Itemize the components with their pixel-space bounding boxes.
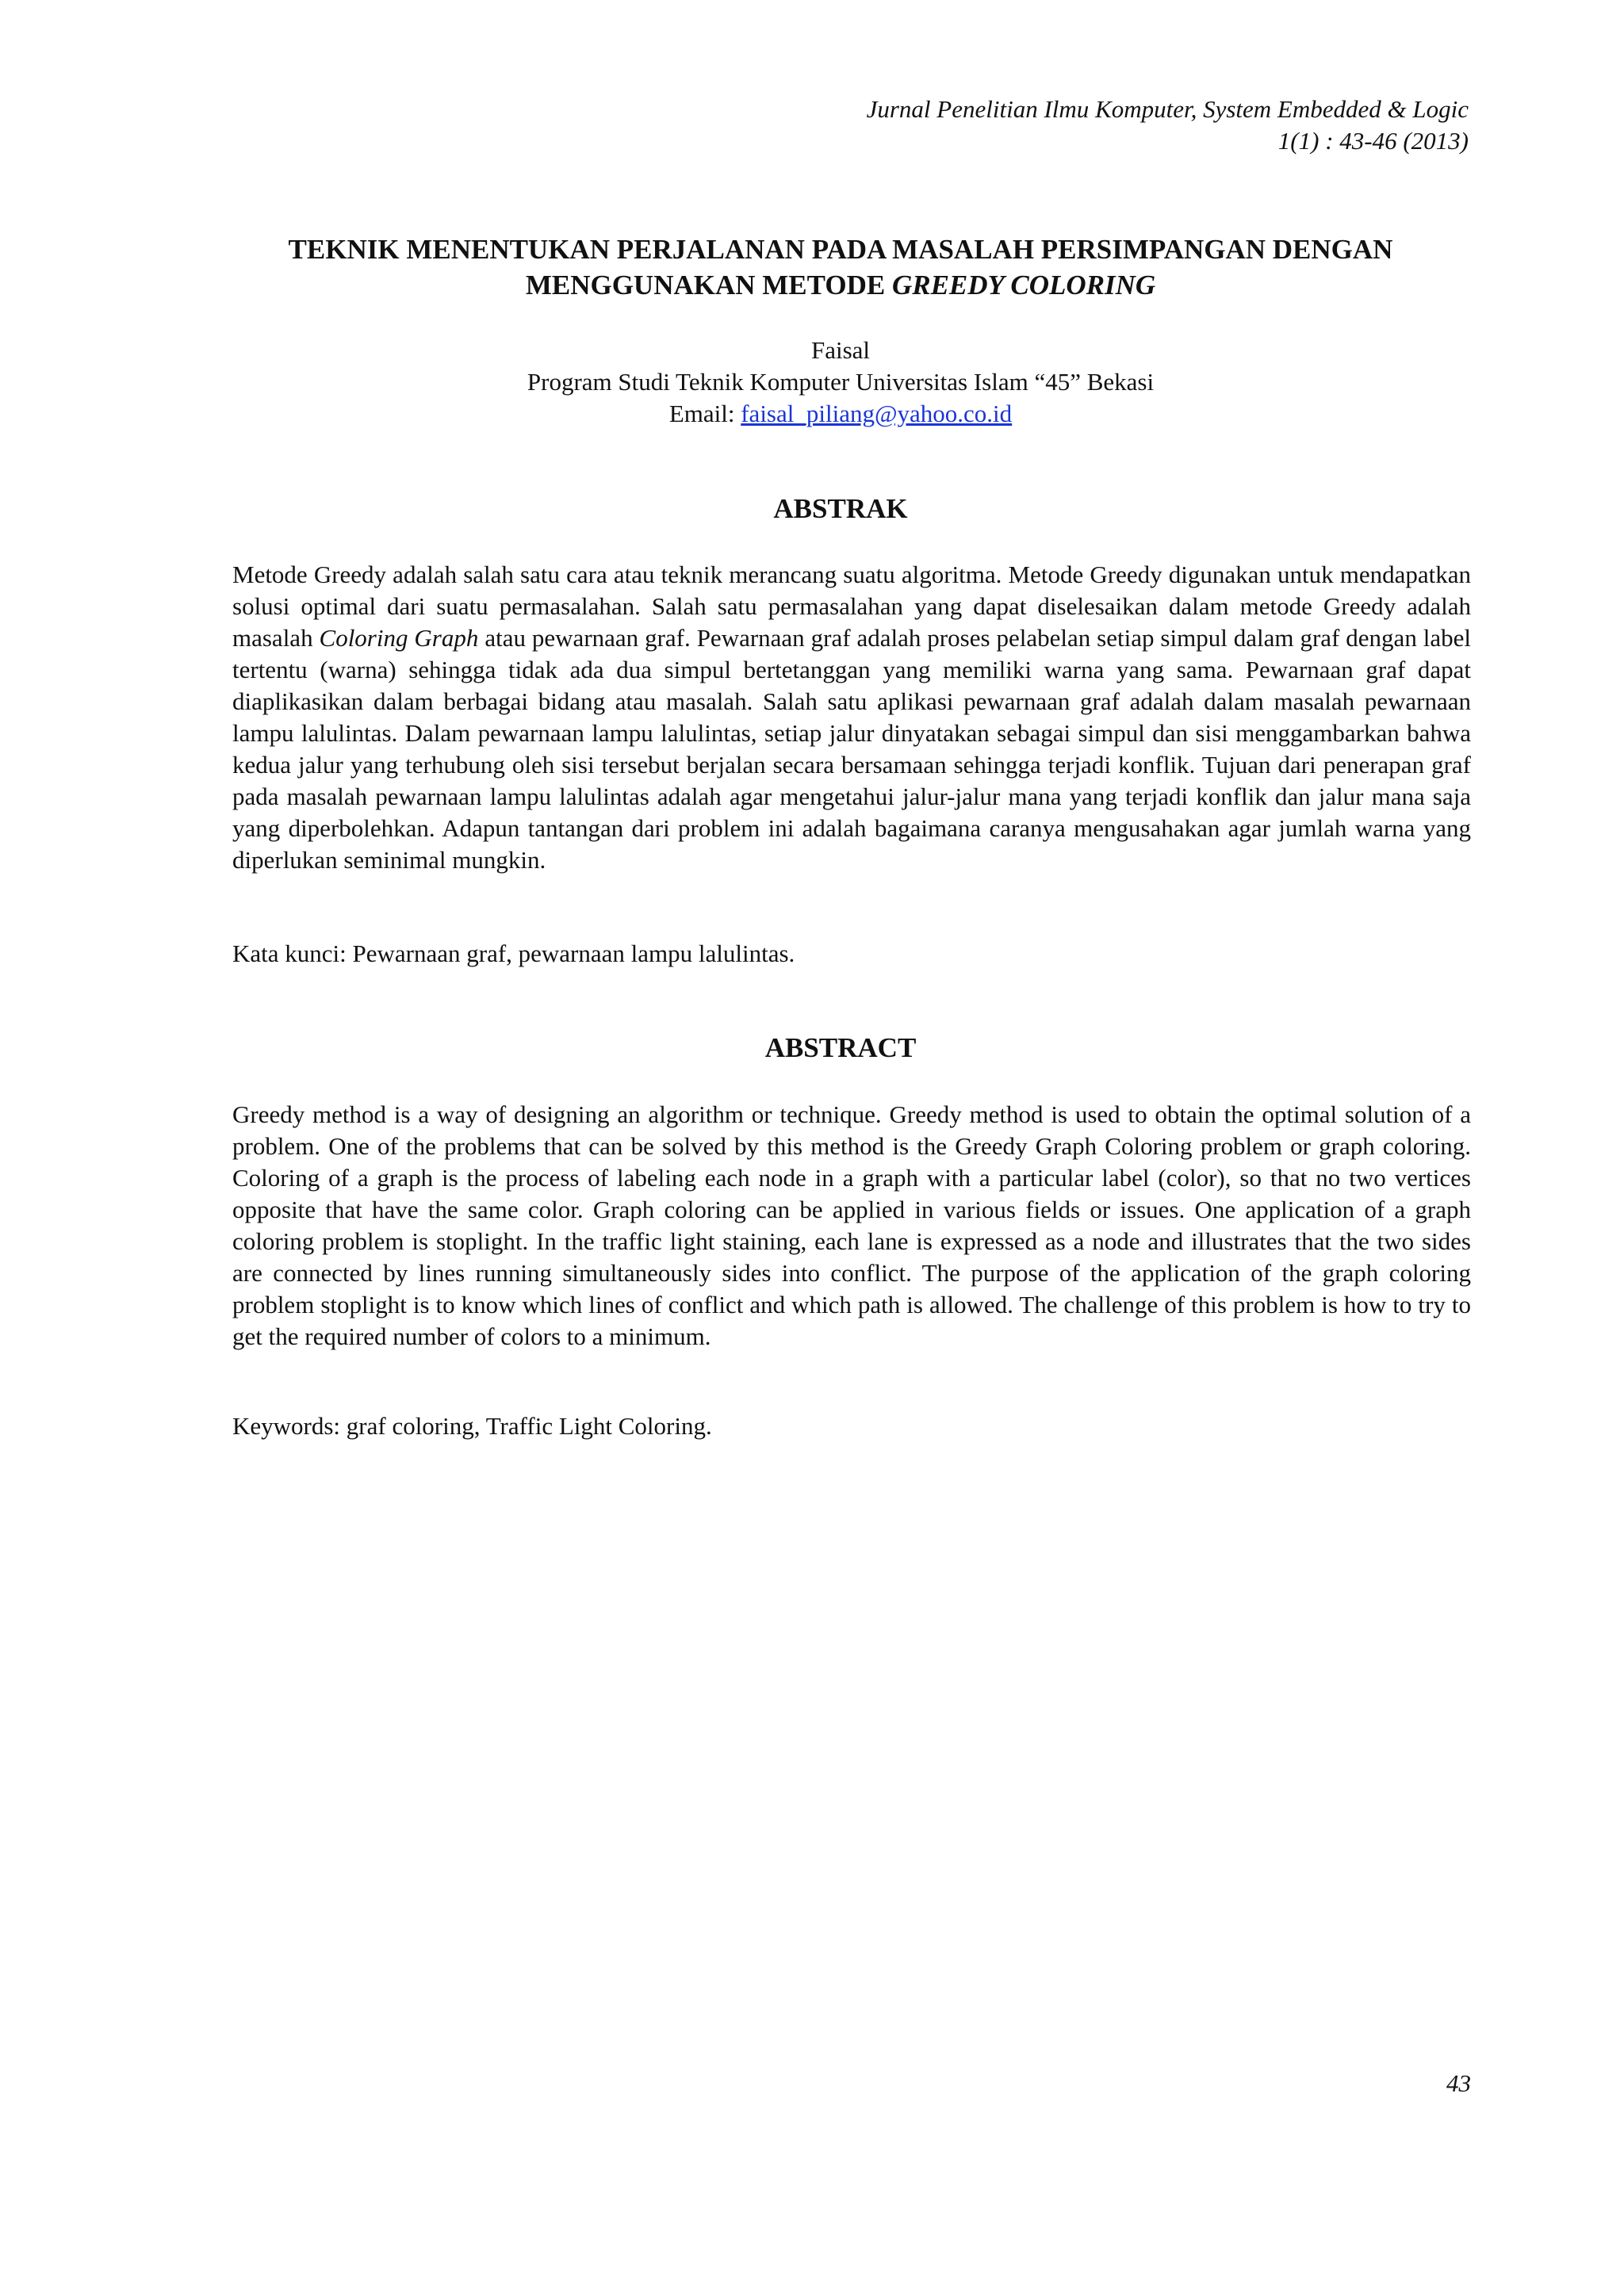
page-number: 43: [1446, 2069, 1471, 2097]
abstract-heading: ABSTRACT: [764, 1032, 917, 1063]
abstrak-paragraph: [232, 559, 1471, 876]
abstrak-text-part-1: Metode Greedy adalah salah satu cara atau teknik merancang suatu algoritma. Metode Greedy digunakan untuk mendapatkan solusi optimal dari suatu permasalahan. Salah satu permasalahan yang dapat diselesaikan dalam metode Greedy adalah masalah: [232, 561, 1471, 652]
title-line-2-prefix: MENGGUNAKAN METODE: [525, 270, 892, 300]
author-name: Faisal: [810, 336, 871, 364]
abstract-keywords: Keywords: graf coloring, Traffic Light Coloring.: [232, 1412, 712, 1440]
title-line-1: TEKNIK MENENTUKAN PERJALANAN PADA MASALAH PERSIMPANGAN DENGAN: [288, 234, 1393, 265]
journal-name: Jurnal Penelitian Ilmu Komputer, System Embedded & Logic: [866, 95, 1469, 123]
author-block: [230, 335, 1451, 430]
email-label: Email:: [668, 400, 741, 427]
running-head: [517, 94, 1469, 157]
abstrak-heading: ABSTRAK: [773, 493, 908, 524]
author-email-line: [230, 398, 1451, 430]
title-line-2: [230, 267, 1451, 303]
abstract-paragraph: Greedy method is a way of designing an algorithm or technique. Greedy method is used to obtain the optimal solution of a problem. One of the problems that can be solved by this method is the Greedy Graph Coloring problem or graph coloring. Coloring of a graph is the process of labeling each node in a graph with a particular label (color), so that no two vertices opposite that have the same color. Graph coloring can be applied in various fields or issues. One application of a graph coloring problem is stoplight. In the traffic light staining, each lane is expressed as a node and illustrates that the two sides are connected by lines running simultaneously sides into conflict. The purpose of the application of the graph coloring problem stoplight is to know which lines of conflict and which path is allowed. The challenge of this problem is how to try to get the required number of colors to a minimum.: [232, 1100, 1471, 1350]
abstrak-text-part-2: atau pewarnaan graf. Pewarnaan graf adalah proses pelabelan setiap simpul dalam graf dengan label tertentu (warna) sehingga tidak ada dua simpul bertetanggan yang memiliki warna yang sama. Pewarnaan graf dapat diaplikasikan dalam berbagai bidang atau masalah. Salah satu aplikasi pewarnaan graf adalah dalam masalah pewarnaan lampu lalulintas. Dalam pewarnaan lampu lalulintas, setiap jalur dinyatakan sebagai simpul dan sisi menggambarkan bahwa kedua jalur yang terhubung oleh sisi tersebut berjalan secara bersamaan sehingga terjadi konflik. Tujuan dari penerapan graf pada masalah pewarnaan lampu lalulintas adalah agar mengetahui jalur-jalur mana yang terjadi konflik dan jalur mana saja yang diperbolehkan. Adapun tantangan dari problem ini adalah bagaimana caranya mengusahakan agar jumlah warna yang diperlukan seminimal mungkin.: [232, 624, 1471, 874]
author-affiliation: Program Studi Teknik Komputer Universitas Islam “45” Bekasi: [527, 368, 1155, 396]
journal-volume: 1(1) : 43-46 (2013): [1277, 127, 1469, 155]
abstrak-keywords: Kata kunci: Pewarnaan graf, pewarnaan lampu lalulintas.: [232, 939, 795, 967]
paper-title: [230, 232, 1451, 303]
abstrak-text-italic: Coloring Graph: [319, 624, 479, 652]
title-line-2-italic: GREEDY COLORING: [891, 270, 1156, 300]
email-link[interactable]: faisal_piliang@yahoo.co.id: [741, 400, 1013, 427]
